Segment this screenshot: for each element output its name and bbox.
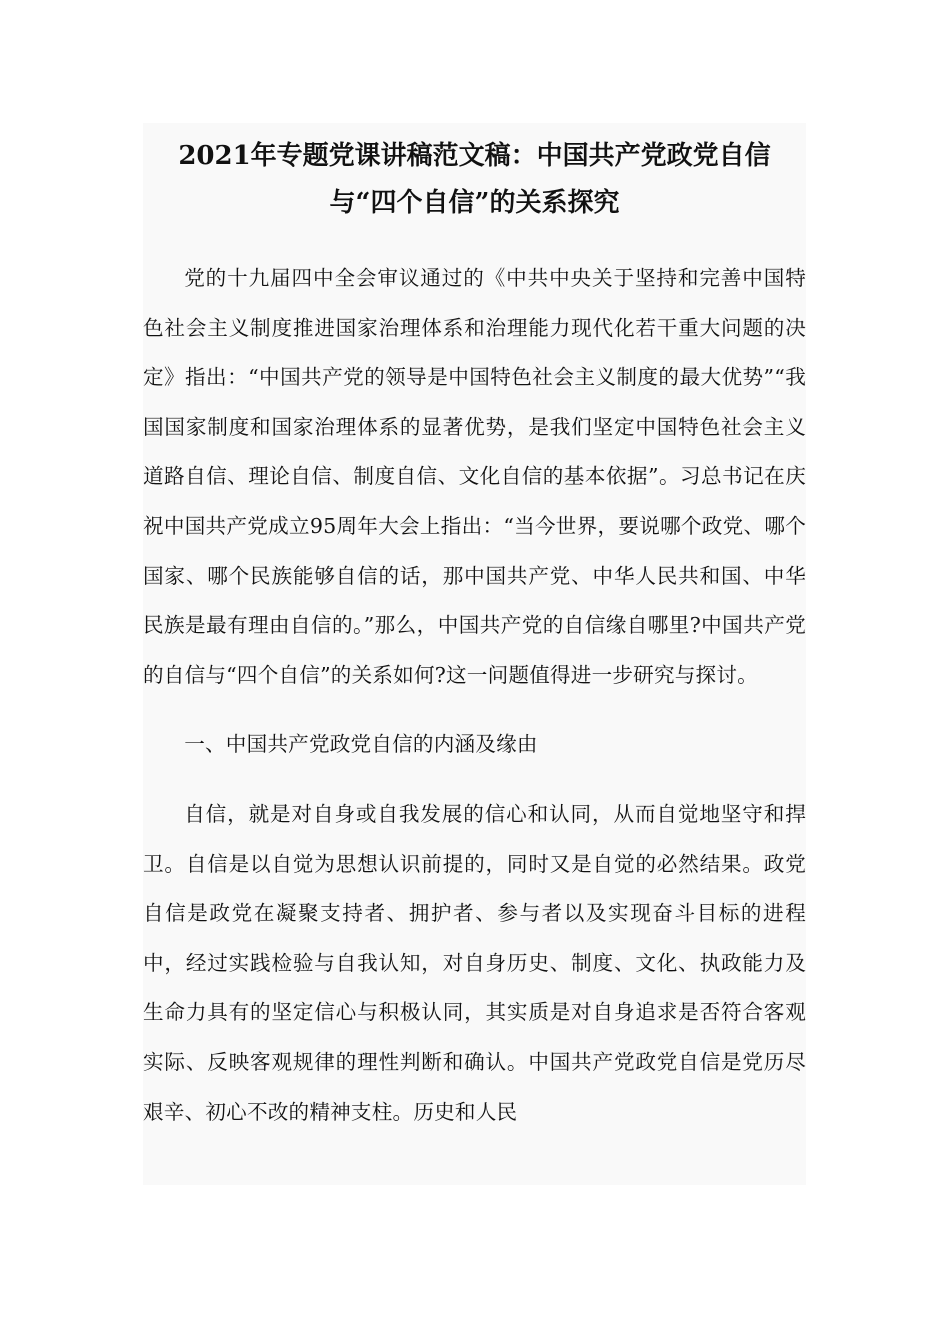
section-heading-1: 一、中国共产党政党自信的内涵及缘由 xyxy=(184,732,538,757)
title-line-1: 2021年专题党课讲稿范文稿：中国共产党政党自信 xyxy=(178,141,771,171)
document-title xyxy=(143,123,806,227)
paragraph-intro: 党的十九届四中全会审议通过的《中共中央关于坚持和完善中国特色社会主义制度推进国家治理体系和治理能力现代化若干重大问题的决定》指出：“中国共产党的领导是中国特色社会主义制度的最大优势”“我国国家制度和国家治理体系的显著优势，是我们坚定中国特色社会主义道路自信、理论自信、制度自信、文化自信的基本依据”。习总书记在庆祝中国共产党成立95周年大会上指出：“当今世界，要说哪个政党、哪个国家、哪个民族能够自信的话，那中国共产党、中华人民共和国、中华民族是最有理由自信的。”那么，中国共产党的自信缘自哪里?中国共产党的自信与“四个自信”的关系如何?这一问题值得进一步研究与探讨。 xyxy=(143,266,806,687)
paragraph-section-1: 自信，就是对自身或自我发展的信心和认同，从而自觉地坚守和捍卫。自信是以自觉为思想认识前提的，同时又是自觉的必然结果。政党自信是政党在凝聚支持者、拥护者、参与者以及实现奋斗目标的进程中，经过实践检验与自我认知，对自身历史、制度、文化、执政能力及生命力具有的坚定信心与积极认同，其实质是对自身追求是否符合客观实际、反映客观规律的理性判断和确认。中国共产党政党自信是党历尽艰辛、初心不改的精神支柱。历史和人民 xyxy=(143,801,806,1124)
document-body xyxy=(143,254,806,1137)
document-page xyxy=(143,123,806,1185)
title-line-2: 与“四个自信”的关系探究 xyxy=(329,188,620,218)
